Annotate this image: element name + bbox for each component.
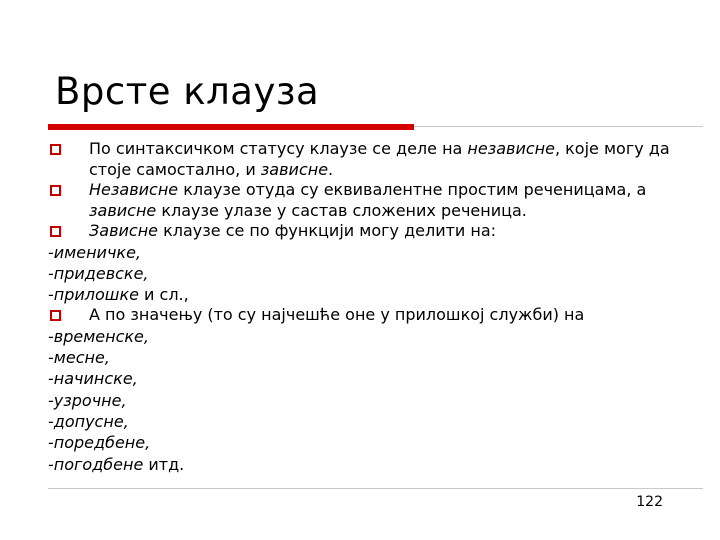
bullet-emphasis: Независне: [89, 180, 179, 199]
list-item: -узрочне,: [48, 390, 127, 410]
square-bullet-icon: [50, 185, 61, 196]
list-item: -погодбене итд.: [48, 454, 185, 474]
bullet-emphasis: Зависне: [89, 221, 158, 240]
bullet-emphasis: зависне: [89, 200, 157, 220]
list-tail: и сл.,: [138, 285, 189, 305]
bullet-item: [48, 305, 688, 326]
list-item: -поредбене,: [48, 433, 151, 453]
square-bullet-icon: [50, 310, 61, 321]
bullet-text: , које могу да стоје самостално, и: [89, 139, 670, 179]
list-item: -месне,: [48, 348, 110, 368]
list-item: -допусне,: [48, 412, 129, 432]
bullet-text: клаузе улазе у састав сложених реченица.: [156, 200, 527, 220]
square-bullet-icon: [50, 144, 61, 155]
list-item: -именичке,: [48, 242, 141, 262]
list-tail: итд.: [143, 454, 185, 474]
bullet-item: [48, 221, 688, 242]
bullet-emphasis: независне: [467, 139, 555, 158]
bullet-text: клаузе се по функцији могу делити на:: [158, 221, 497, 240]
footer-divider: [48, 488, 703, 489]
list-item: -прилошке и сл.,: [48, 285, 189, 305]
bullet-text: клаузе отуда су еквивалентне простим реченицама, а: [178, 180, 647, 199]
bullet-text: По синтаксичком статусу клаузе се деле на: [89, 139, 468, 158]
page-number: 122: [636, 494, 663, 510]
list-item: -придевске,: [48, 263, 149, 283]
meaning-list: [48, 326, 688, 475]
bullet-item: [48, 180, 688, 221]
square-bullet-icon: [50, 226, 61, 237]
bullet-text: .: [328, 159, 334, 179]
list-item: -начинске,: [48, 369, 138, 389]
list-item: -временске,: [48, 326, 149, 346]
function-list: [48, 242, 688, 306]
bullet-text: А по значењу (то су најчешће оне у прилошкој служби) на: [89, 305, 585, 325]
slide-body: [48, 139, 688, 475]
bullet-emphasis: зависне: [260, 159, 329, 179]
title-accent-bar: [48, 124, 414, 130]
bullet-item: [48, 139, 688, 180]
slide-title: Врсте клауза: [55, 70, 320, 113]
